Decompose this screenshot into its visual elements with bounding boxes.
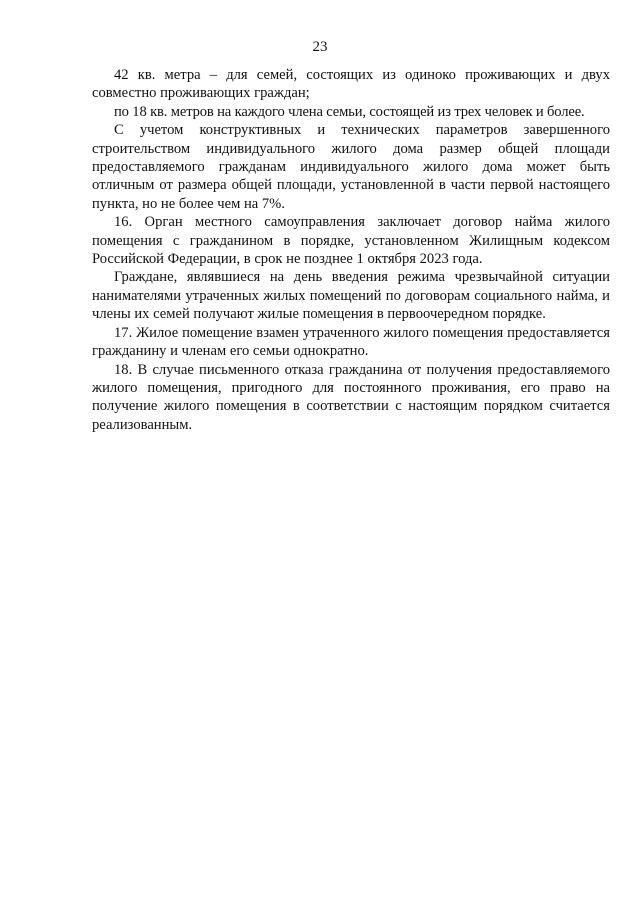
paragraph-item-18: 18. В случае письменного отказа гражданина от получения предоставляемого жилого помещения, пригодного для постоянного проживания, его право на получение жилого помещения в соответствии с настоящим порядком считается реализованным.	[92, 361, 610, 433]
paragraph-item-17: 17. Жилое помещение взамен утраченного жилого помещения предоставляется гражданину и членам его семьи однократно.	[92, 324, 610, 360]
paragraph-item-16: 16. Орган местного самоуправления заключает договор найма жилого помещения с гражданином в порядке, установленном Жилищным кодексом Российской Федерации, в срок не позднее 1 октября 2023 года.	[92, 214, 610, 268]
paragraph-area-three-plus: по 18 кв. метров на каждого члена семьи, состоящей из трех человек и более.	[114, 103, 585, 120]
paragraph-area-deviation: С учетом конструктивных и технических параметров завершенного строительством индивидуального жилого дома размер общей площади предоставляемого гражданам индивидуального жилого дома может быть отличным от размера общей площади, установленной в части первой настоящего пункта, но не более чем на 7%.	[92, 122, 610, 212]
paragraph-priority-tenants: Граждане, являвшиеся на день введения режима чрезвычайной ситуации нанимателями утраченных жилых помещений по договорам социального найма, и члены их семей получают жилые помещения в первоочередном порядке.	[92, 269, 610, 323]
page-number: 23	[312, 39, 328, 55]
document-body	[92, 66, 610, 434]
paragraph-area-two-person: 42 кв. метра – для семей, состоящих из одиноко проживающих и двух совместно проживающих граждан;	[92, 67, 610, 102]
